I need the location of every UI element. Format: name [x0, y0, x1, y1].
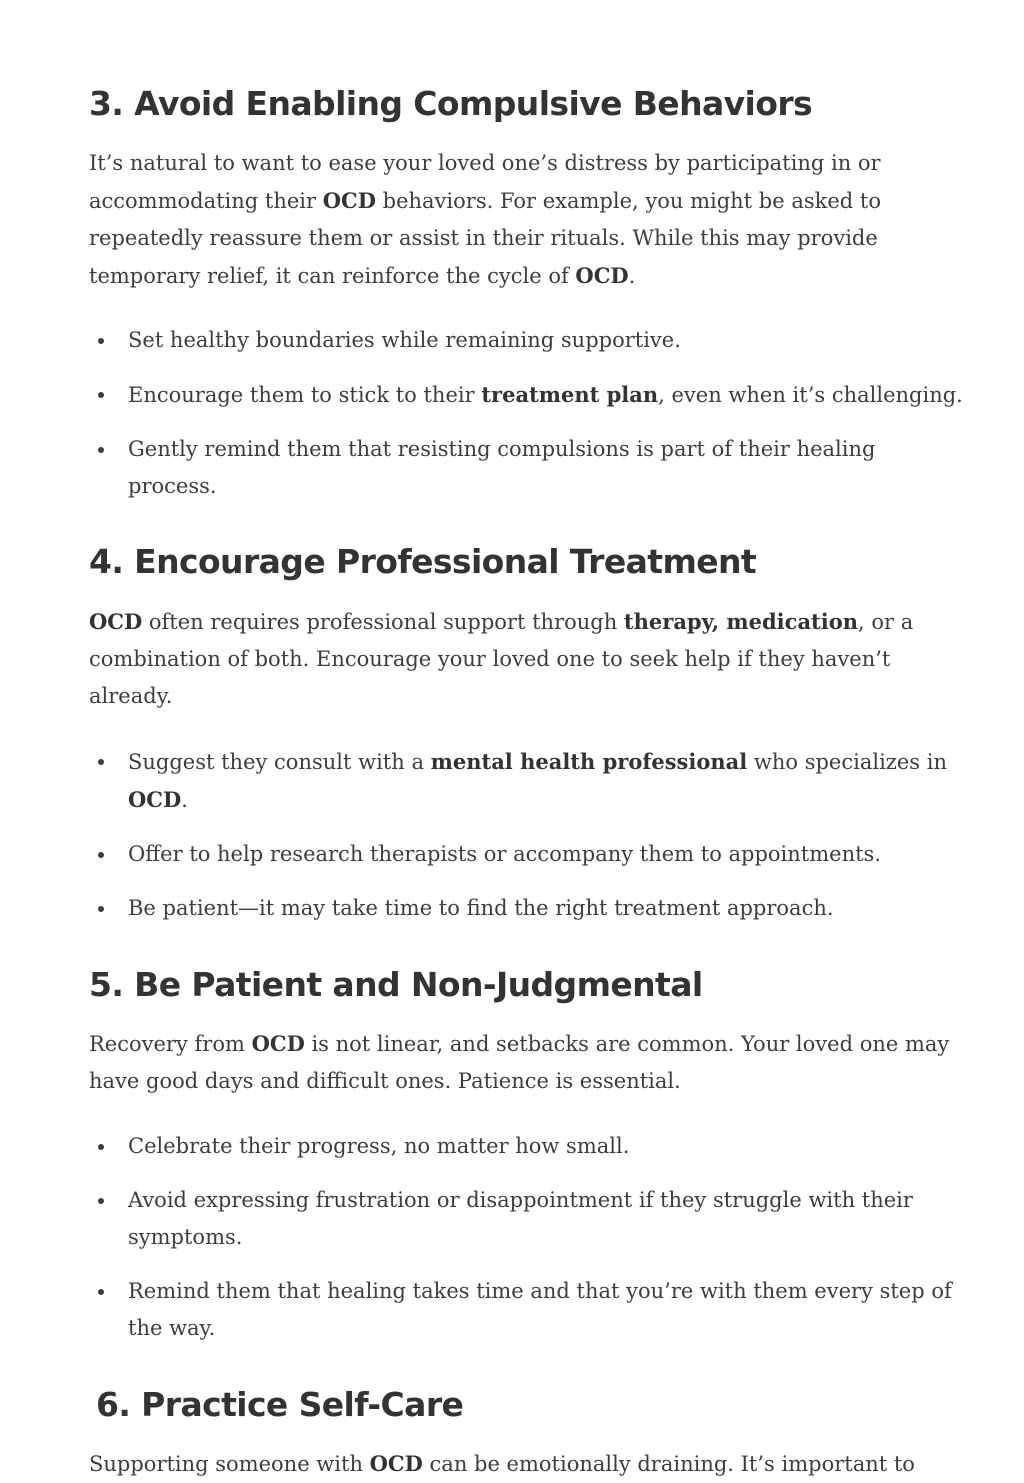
section-paragraph: Recovery from OCD is not linear, and setbacks are common. Your loved one may have good days and difficult ones. Patience is essential. — [89, 1031, 950, 1093]
section-paragraph: It’s natural to want to ease your loved one’s distress by participating in or accommodating their OCD behaviors. For example, you might be asked to repeatedly reassure them or assist in their rituals. While this may provide temporary relief, it can reinforce the cycle of OCD. — [89, 151, 881, 288]
list-item: Encourage them to stick to their treatment plan, even when it’s challenging. — [89, 376, 969, 414]
list-item: Avoid expressing frustration or disappointment if they struggle with their symptoms. — [89, 1182, 969, 1256]
section-heading: 6. Practice Self-Care — [96, 1385, 464, 1424]
list-item: Offer to help research therapists or accompany them to appointments. — [89, 836, 969, 873]
list-item: Gently remind them that resisting compulsions is part of their healing process. — [89, 431, 969, 505]
emphasis-text: OCD — [89, 609, 143, 634]
section-heading: 5. Be Patient and Non-Judgmental — [89, 965, 703, 1004]
bullet-list — [89, 322, 969, 505]
emphasis-text: mental health professional — [430, 749, 748, 774]
emphasis-text: OCD — [128, 787, 182, 812]
section-heading: 4. Encourage Professional Treatment — [89, 542, 757, 581]
emphasis-text: OCD — [251, 1031, 305, 1056]
list-item: Set healthy boundaries while remaining supportive. — [89, 322, 969, 359]
article-body — [89, 0, 969, 1483]
section-heading: 3. Avoid Enabling Compulsive Behaviors — [89, 84, 813, 123]
emphasis-text: OCD — [322, 188, 376, 213]
emphasis-text: OCD — [369, 1451, 423, 1476]
emphasis-text: treatment plan — [481, 382, 659, 407]
list-item: Celebrate their progress, no matter how small. — [89, 1128, 969, 1165]
bullet-list — [89, 1128, 969, 1347]
section-paragraph: Supporting someone with OCD can be emotionally draining. It’s important to — [89, 1451, 915, 1476]
list-item: Remind them that healing takes time and that you’re with them every step of the way. — [89, 1273, 969, 1347]
bullet-list — [89, 743, 969, 927]
list-item: Suggest they consult with a mental health professional who specializes in OCD. — [89, 743, 969, 819]
emphasis-text: OCD — [575, 263, 629, 288]
emphasis-text: therapy, medication — [623, 609, 859, 634]
list-item: Be patient—it may take time to find the right treatment approach. — [89, 890, 969, 927]
section-paragraph: OCD often requires professional support through therapy, medication, or a combination of both. Encourage your loved one to seek help if they haven’t already. — [89, 609, 914, 708]
